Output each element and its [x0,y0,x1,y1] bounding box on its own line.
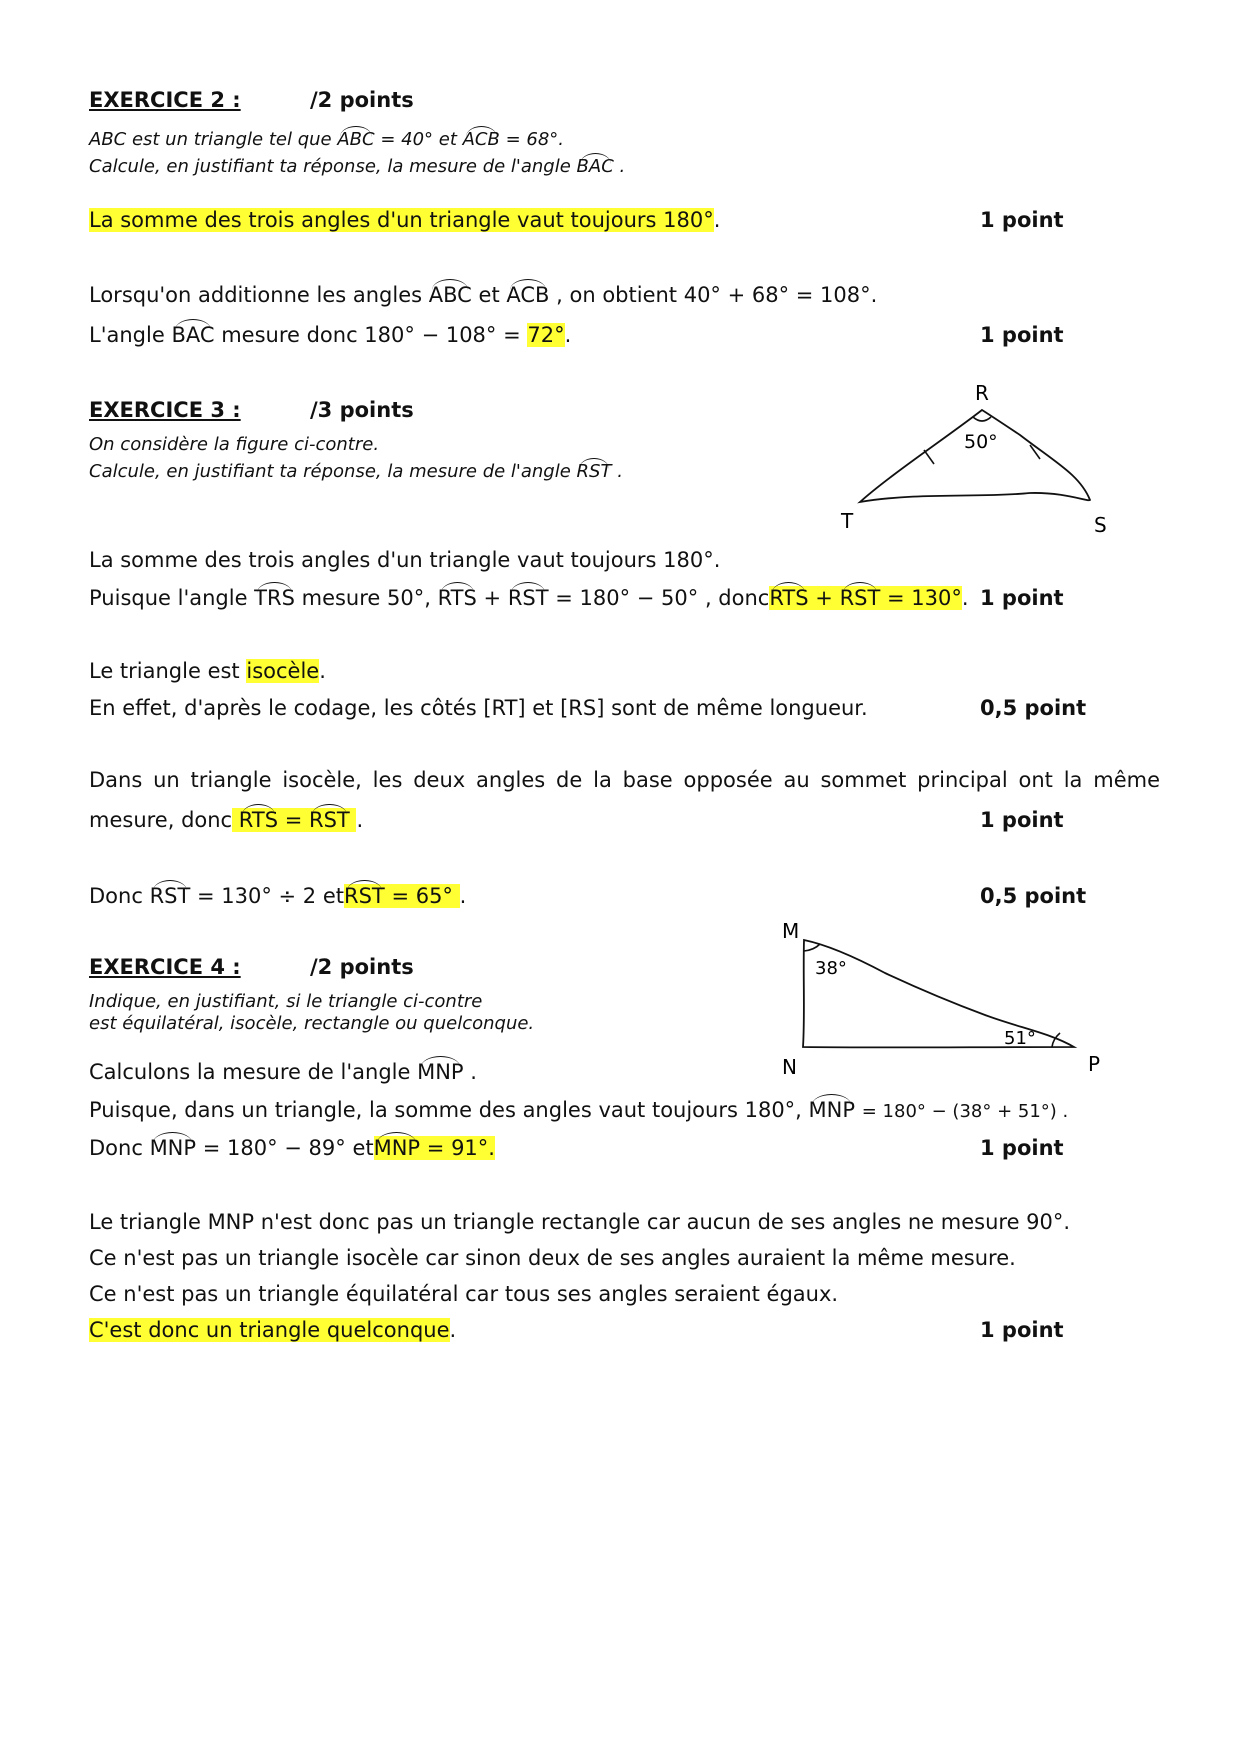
ex4-answer-line-7: C'est donc un triangle quelconque. [89,1318,457,1342]
highlight: La somme des trois angles d'un triangle vaut toujours 180° [89,208,714,232]
ex3-answer-line-1: La somme des trois angles d'un triangle vaut toujours 180°. [89,548,721,572]
ex3-answer-line-2: Puisque l'angle TRS mesure 50°, RTS + RST = 180° − 50° , doncRTS + RST = 130°. [89,586,969,610]
angle-r-arc [973,417,991,421]
vertex-m-label: M [782,919,800,943]
angle-rts: RTS [238,808,279,832]
ex3-points-3: 1 point [980,808,1064,832]
angle-m-arc [804,944,820,951]
ex3-points-2: 0,5 point [980,696,1087,720]
exercise-4-title: EXERCICE 4 : [89,955,241,979]
triangle-mnp-figure [770,915,1120,1085]
tick-mark-rt [924,450,934,464]
highlight: isocèle [246,659,320,683]
angle-rst: RST [309,808,350,832]
ex4-points-1: 1 point [980,1136,1064,1160]
exercise-2-score: /2 points [310,88,414,112]
vertex-p-label: P [1088,1052,1101,1076]
angle-rst: RST [507,586,549,610]
angle-p-label: 51° [1004,1028,1036,1049]
angle-mnp: MNP [417,1060,464,1084]
exercise-2-title: EXERCICE 2 : [89,88,241,112]
triangle-rst-outline [860,410,1090,502]
ex3-points-1: 1 point [980,586,1064,610]
angle-mnp: MNP [373,1136,421,1160]
highlight: RST = 65° [344,884,460,908]
angle-rst: RST [839,586,881,610]
highlight: 72° [527,323,565,347]
angle-acb: ACB [462,129,500,150]
ex4-answer-line-1: Calculons la mesure de l'angle MNP . [89,1060,477,1084]
ex2-answer-line-3: L'angle BAC mesure donc 180° − 108° = 72°. [89,323,572,347]
vertex-n-label: N [782,1055,797,1079]
angle-bac: BAC [171,323,215,347]
highlight: RTS = RST [232,808,356,832]
exercise-4-score: /2 points [310,955,414,979]
angle-mnp: MNP [808,1098,856,1122]
angle-abc: ABC [337,129,375,150]
angle-bac: BAC [576,156,614,177]
exercise-3-statement-2: Calcule, en justifiant ta réponse, la mesure de l'angle RST . [89,461,623,482]
exercise-4-statement-2: est équilatéral, isocèle, rectangle ou quelconque. [89,1013,535,1034]
ex3-answer-line-5: Dans un triangle isocèle, les deux angles de la base opposée au sommet principal ont la même [89,768,1160,792]
ex3-answer-line-6: mesure, donc RTS = RST . [89,808,364,832]
ex3-answer-line-3: Le triangle est isocèle. [89,659,326,683]
ex2-answer-line-1: La somme des trois angles d'un triangle vaut toujours 180°. [89,208,721,232]
exercise-2-header [89,88,414,112]
angle-rst: RST [149,884,191,908]
angle-trs: TRS [254,586,295,610]
exercise-3-header [89,398,414,422]
vertex-s-label: S [1094,513,1107,537]
angle-acb: ACB [506,283,550,307]
ex2-answer-line-2: Lorsqu'on additionne les angles ABC et ACB , on obtient 40° + 68° = 108°. [89,283,878,307]
angle-m-label: 38° [815,958,847,979]
highlight: C'est donc un triangle quelconque [89,1318,450,1342]
angle-r-label: 50° [964,431,998,453]
exercise-3-score: /3 points [310,398,414,422]
exercise-2-statement-1: ABC est un triangle tel que ABC = 40° et ACB = 68°. [89,129,565,150]
ex3-answer-line-7: Donc RST = 130° ÷ 2 etRST = 65° . [89,884,467,908]
vertex-r-label: R [975,381,989,405]
ex4-points-2: 1 point [980,1318,1064,1342]
ex4-answer-line-2: Puisque, dans un triangle, la somme des angles vaut toujours 180°, MNP = 180° − (38° + 51°) . [89,1098,1069,1122]
highlight: RTS + RST = 130° [769,586,962,610]
exercise-4-statement-1: Indique, en justifiant, si le triangle ci-contre [89,991,483,1012]
exercise-2-statement-2: Calcule, en justifiant ta réponse, la mesure de l'angle BAC . [89,156,626,177]
highlight: MNP = 91°. [373,1136,495,1160]
triangle-rst-figure [830,380,1130,540]
angle-rst: RST [344,884,385,908]
vertex-t-label: T [841,509,854,533]
angle-rts: RTS [769,586,809,610]
ex4-answer-line-5: Ce n'est pas un triangle isocèle car sinon deux de ses angles auraient la même mesure. [89,1246,1016,1270]
exercise-4-header [89,955,414,979]
angle-mnp: MNP [149,1136,197,1160]
exercise-3-title: EXERCICE 3 : [89,398,241,422]
ex3-answer-line-4: En effet, d'après le codage, les côtés [RT] et [RS] sont de même longueur. [89,696,868,720]
angle-rts: RTS [437,586,477,610]
exercise-3-statement-1: On considère la figure ci-contre. [89,434,380,455]
ex3-points-4: 0,5 point [980,884,1087,908]
angle-abc: ABC [428,283,472,307]
ex2-points-1: 1 point [980,208,1064,232]
ex4-answer-line-4: Le triangle MNP n'est donc pas un triangle rectangle car aucun de ses angles ne mesure 90°. [89,1210,1071,1234]
ex2-points-2: 1 point [980,323,1064,347]
angle-rst: RST [576,461,612,482]
ex4-answer-line-6: Ce n'est pas un triangle équilatéral car tous ses angles seraient égaux. [89,1282,839,1306]
ex4-answer-line-3: Donc MNP = 180° − 89° etMNP = 91°. [89,1136,495,1160]
